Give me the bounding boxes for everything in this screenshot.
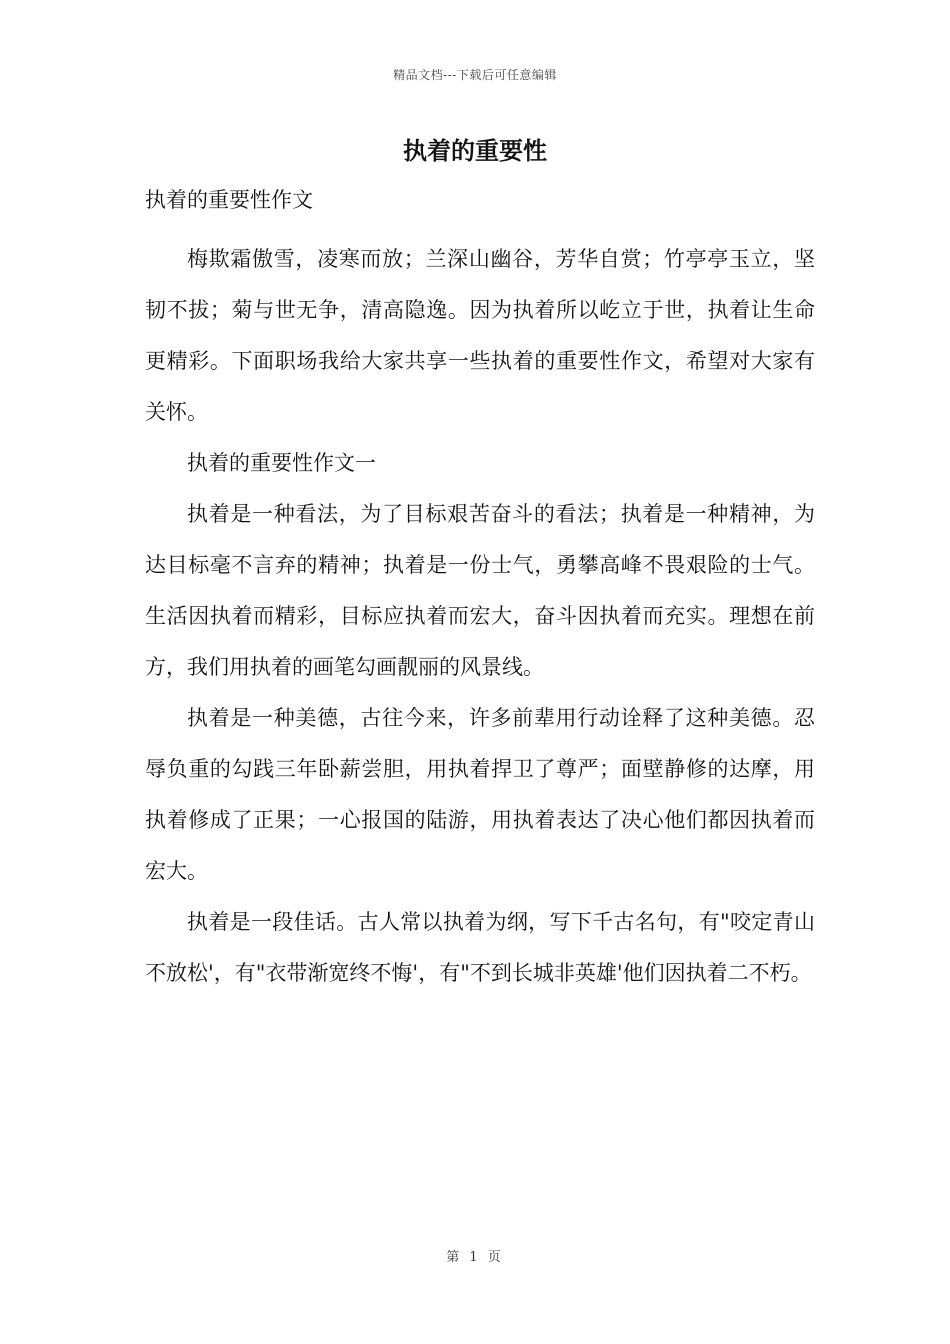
section-heading: 执着的重要性作文一 xyxy=(187,451,376,475)
paragraph-virtue: 执着是一种美德，古往今来，许多前辈用行动诠释了这种美德。忍辱负重的勾践三年卧薪尝胆，用执着捍卫了尊严；面壁静修的达摩，用执着修成了正果；一心报国的陆游，用执着表达了决心他们都因执着而宏大。 xyxy=(145,706,815,883)
paragraph-poetry: 执着是一段佳话。古人常以执着为纲，写下千古名句，有"咬定青山不放松'，有"衣带渐宽终不悔'，有"不到长城非英雄'他们因执着二不朽。 xyxy=(145,910,815,985)
paragraph-attitude: 执着是一种看法，为了目标艰苦奋斗的看法；执着是一种精神，为达目标毫不言弃的精神；执着是一份士气，勇攀高峰不畏艰险的士气。生活因执着而精彩，目标应执着而宏大，奋斗因执着而充实。理想在前方，我们用执着的画笔勾画靓丽的风景线。 xyxy=(145,502,815,679)
document-body xyxy=(145,234,815,999)
document-subtitle: 执着的重要性作文 xyxy=(145,188,313,212)
document-title: 执着的重要性 xyxy=(403,136,547,165)
page-header: 精品文档---下载后可任意编辑 xyxy=(393,68,557,82)
paragraph-intro: 梅欺霜傲雪，凌寒而放；兰深山幽谷，芳华自赏；竹亭亭玉立，坚韧不拔；菊与世无争，清高隐逸。因为执着所以屹立于世，执着让生命更精彩。下面职场我给大家共享一些执着的重要性作文，希望对大家有关怀。 xyxy=(145,247,815,424)
page-number: 第 1 页 xyxy=(446,1250,504,1265)
